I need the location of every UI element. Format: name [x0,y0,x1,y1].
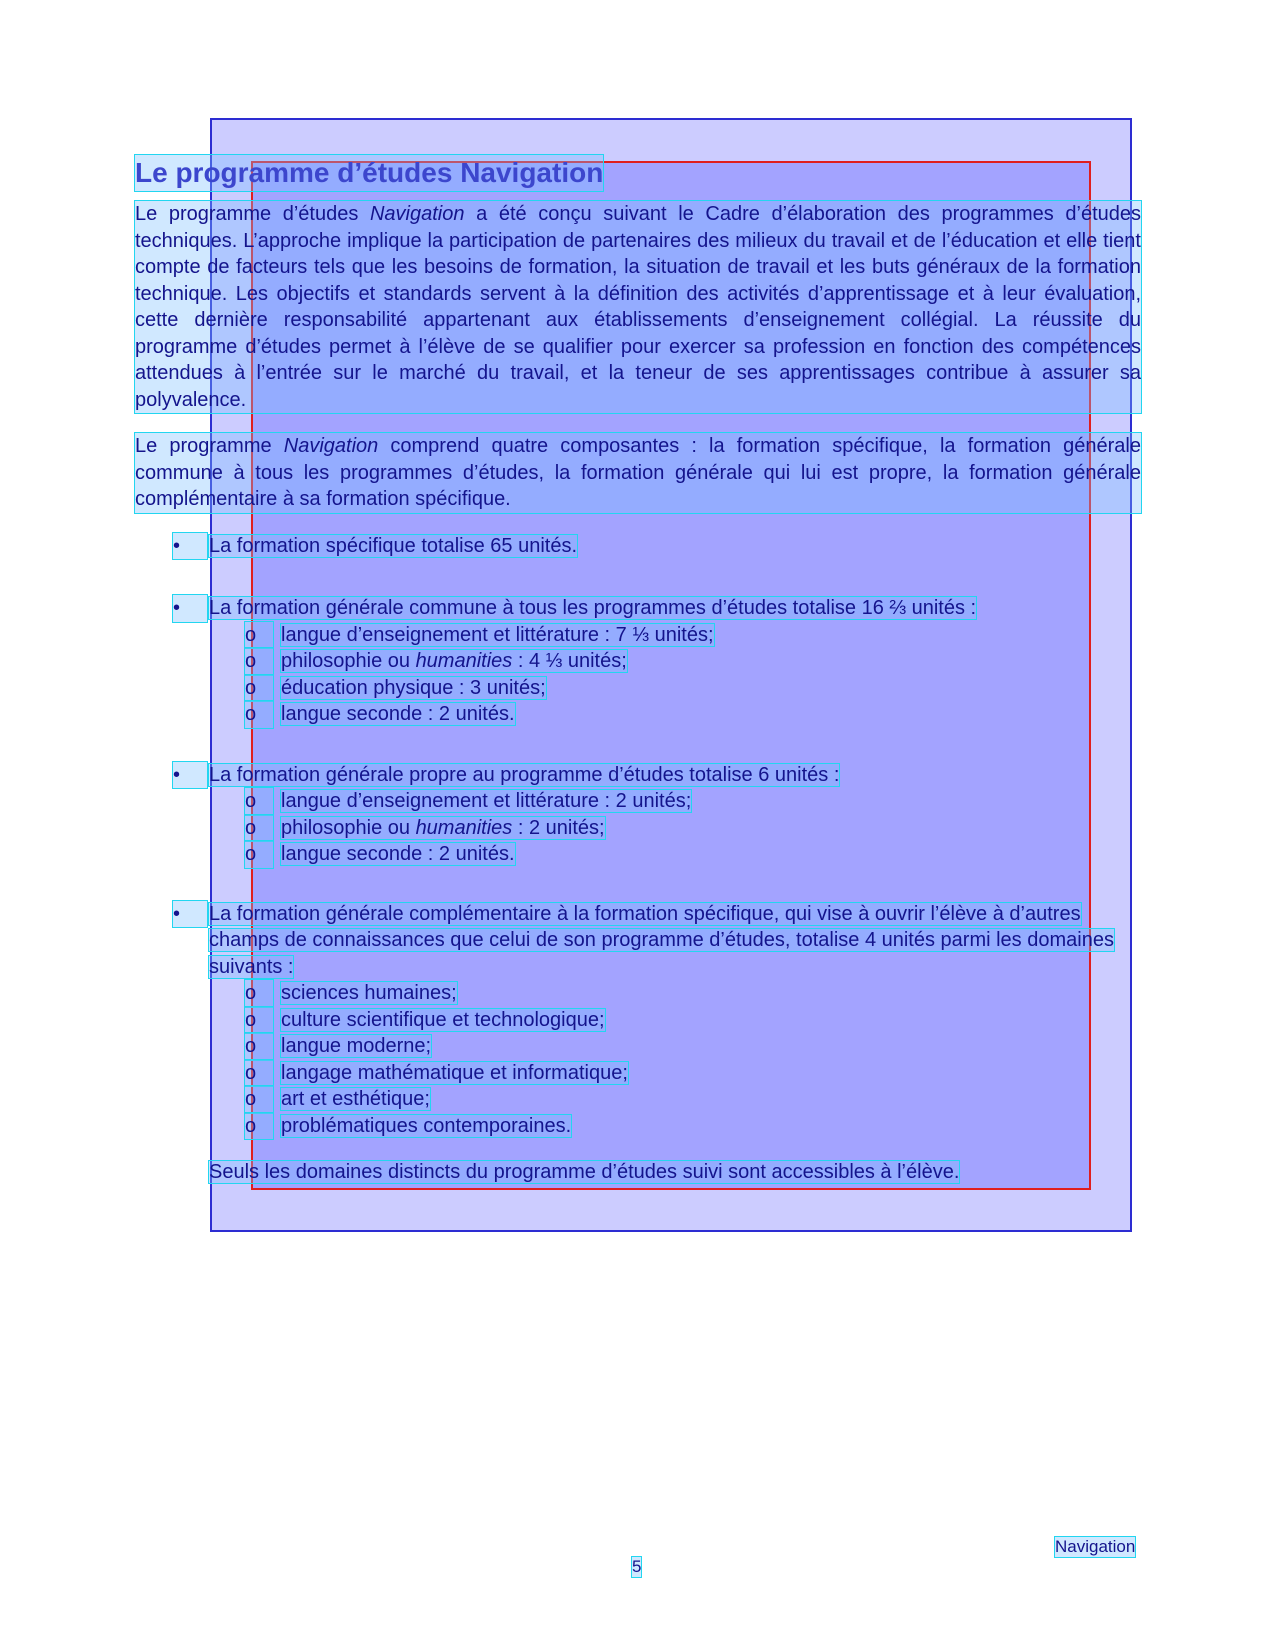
page-title: Le programme d’études Navigation [135,155,603,191]
components-list [135,533,1141,1140]
list-item [135,762,1141,868]
sub-bullet-icon: o [245,980,273,1007]
list-item [135,901,1141,1140]
sub-list-item: o sciences humaines; [281,980,1141,1007]
list-item-text: La formation générale commune à tous les programmes d’études totalise 16 ⅔ unités : [209,597,977,619]
page-body [135,155,1141,1186]
page-number: 5 [632,1557,642,1576]
list-item-text: La formation générale propre au programme d’études totalise 6 unités : [209,763,840,786]
sub-bullet-icon: o [245,788,273,815]
list-item [135,595,1141,728]
sub-list-item: o langue d’enseignement et littérature : 7 ⅓ unités; [281,622,1141,649]
sub-bullet-icon: o [245,1086,273,1113]
sub-list-item: o langage mathématique et informatique; [281,1060,1141,1087]
sub-bullet-icon: o [245,1007,273,1034]
sub-bullet-icon: o [245,1060,273,1087]
bullet-icon: • [173,901,207,928]
sub-list-item: o philosophie ou humanities : 2 unités; [281,815,1141,842]
intro-paragraph: Le programme d’études Navigation a été conçu suivant le Cadre d’élaboration des programmes d’études techniques. L’approche implique la participation de partenaires des milieux du travail et de l’éducation et elle tient compte de facteurs tels que les besoins de formation, la situation de travail et les buts généraux de la formation technique. Les objectifs et standards servent à la définition des activités d’apprentissage et à leur évaluation, cette dernière responsabilité appartenant aux établissements d’enseignement collégial. La réussite du programme d’études permet à l’élève de se qualifier pour exercer sa profession en fonction des compétences attendues à l’entrée sur le marché du travail, et la teneur de ses apprentissages contribue à assurer sa polyvalence. [135,201,1141,413]
sub-list-item: o langue seconde : 2 unités. [281,701,1141,728]
bullet-icon: • [173,595,207,622]
footer-program-name: Navigation [1055,1537,1136,1556]
list-item [135,533,1141,560]
sub-list-item: o langue d’enseignement et littérature : 2 unités; [281,788,1141,815]
sub-list-item: o problématiques contemporaines. [281,1113,1141,1140]
list-item-text: La formation générale complémentaire à la formation spécifique, qui vise à ouvrir l’élève à d’autres champs de connaissances que celui de son programme d’études, totalise 4 unités parmi les domaines suivants : [209,902,1114,978]
sub-bullet-icon: o [245,815,273,842]
closing-note: Seuls les domaines distincts du programme d’études suivi sont accessibles à l’élève. [209,1161,960,1183]
sub-list-item: o philosophie ou humanities : 4 ⅓ unités; [281,648,1141,675]
components-paragraph: Le programme Navigation comprend quatre composantes : la formation spécifique, la formation générale commune à tous les programmes d’études, la formation générale qui lui est propre, la formation générale complémentaire à sa formation spécifique. [135,433,1141,513]
sub-bullet-icon: o [245,841,273,868]
sub-bullet-icon: o [245,1113,273,1140]
bullet-icon: • [173,762,207,789]
sub-list-item: o art et esthétique; [281,1086,1141,1113]
sub-list-item: o culture scientifique et technologique; [281,1007,1141,1034]
sub-bullet-icon: o [245,701,273,728]
sub-list-item: o langue seconde : 2 unités. [281,841,1141,868]
sub-bullet-icon: o [245,675,273,702]
sub-bullet-icon: o [245,1033,273,1060]
sub-list-item: o éducation physique : 3 unités; [281,675,1141,702]
sub-bullet-icon: o [245,622,273,649]
sub-bullet-icon: o [245,648,273,675]
list-item-text: La formation spécifique totalise 65 unités. [209,534,577,557]
sub-list-item: o langue moderne; [281,1033,1141,1060]
bullet-icon: • [173,533,207,560]
